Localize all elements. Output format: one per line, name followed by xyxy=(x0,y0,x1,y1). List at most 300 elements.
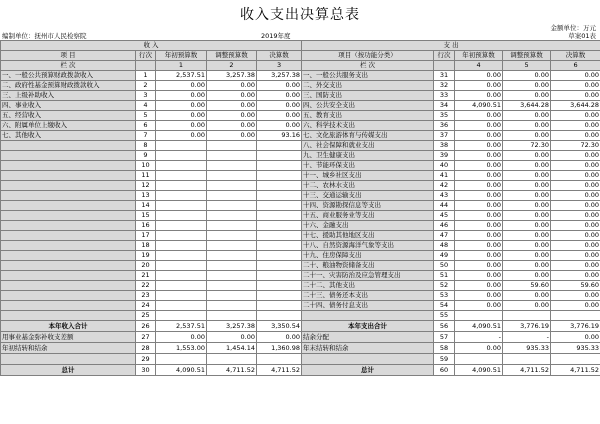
income-item-cell xyxy=(1,311,136,321)
expense-final-cell xyxy=(551,311,600,321)
income-item-cell xyxy=(1,171,136,181)
income-adjusted-cell xyxy=(207,141,257,151)
income-item-cell xyxy=(1,191,136,201)
income-final-cell xyxy=(257,231,302,241)
expense-adjusted-cell: 0.00 xyxy=(503,231,551,241)
expense-final-cell: 0.00 xyxy=(551,211,600,221)
income-adjusted-cell xyxy=(207,161,257,171)
fiscal-year: 2019年度 xyxy=(261,32,291,40)
income-adjusted-cell xyxy=(207,211,257,221)
expense-initial-cell: 0.00 xyxy=(455,211,503,221)
income-item-cell xyxy=(1,261,136,271)
income-adjusted-cell: 0.00 xyxy=(207,332,257,343)
income-adjusted-cell xyxy=(207,231,257,241)
expense-initial-cell: 0.00 xyxy=(455,91,503,101)
expense-item-cell: 十四、资源勘探信息等支出 xyxy=(302,201,434,211)
expense-initial-cell: 0.00 xyxy=(455,261,503,271)
expense-initial-cell: 0.00 xyxy=(455,81,503,91)
expense-adjusted-cell: 72.30 xyxy=(503,141,551,151)
income-adjusted-cell xyxy=(207,271,257,281)
income-initial-cell xyxy=(156,181,207,191)
income-final-header: 决算数 xyxy=(257,51,302,61)
total-row xyxy=(1,343,600,354)
expense-rownum-cell: 38 xyxy=(434,141,455,151)
expense-initial-cell xyxy=(455,311,503,321)
expense-rownum-cell: 57 xyxy=(434,332,455,343)
expense-rownum-cell: 43 xyxy=(434,191,455,201)
expense-initial-cell: 0.00 xyxy=(455,231,503,241)
income-rownum-cell: 22 xyxy=(136,281,156,291)
expense-final-cell: 0.00 xyxy=(551,81,600,91)
income-adjusted-cell xyxy=(207,291,257,301)
expense-rownum-cell: 33 xyxy=(434,91,455,101)
table-row xyxy=(1,71,600,81)
income-final-cell xyxy=(257,161,302,171)
income-item-cell xyxy=(1,251,136,261)
income-final-cell xyxy=(257,291,302,301)
income-final-cell xyxy=(257,311,302,321)
expense-adjusted-cell: 935.33 xyxy=(503,343,551,354)
expense-rownum-cell: 41 xyxy=(434,171,455,181)
income-final-cell: 0.00 xyxy=(257,111,302,121)
income-initial-cell xyxy=(156,201,207,211)
expense-initial-cell: 0.00 xyxy=(455,201,503,211)
expense-initial-cell: 0.00 xyxy=(455,141,503,151)
income-adjusted-cell xyxy=(207,221,257,231)
income-final-cell: 0.00 xyxy=(257,121,302,131)
income-rownum-cell: 12 xyxy=(136,181,156,191)
expense-initial-cell: 0.00 xyxy=(455,343,503,354)
expense-rownum-cell: 40 xyxy=(434,161,455,171)
expense-initial-cell: - xyxy=(455,332,503,343)
total-row xyxy=(1,321,600,332)
expense-rownum-cell: 37 xyxy=(434,131,455,141)
expense-initial-cell: 0.00 xyxy=(455,111,503,121)
income-final-cell xyxy=(257,191,302,201)
expense-item-cell: 年末结转和结余 xyxy=(302,343,434,354)
expense-initial-cell: 4,090.51 xyxy=(455,321,503,332)
expense-initial-cell: 0.00 xyxy=(455,301,503,311)
income-rownum-cell: 4 xyxy=(136,101,156,111)
expense-rownum-cell: 59 xyxy=(434,354,455,365)
expense-item-header: 项目（按功能分类） xyxy=(302,51,434,61)
income-adjusted-cell xyxy=(207,191,257,201)
table-row xyxy=(1,251,600,261)
income-adjusted-cell xyxy=(207,241,257,251)
expense-initial-cell: 0.00 xyxy=(455,241,503,251)
income-item-cell xyxy=(1,211,136,221)
expense-adjusted-cell: 0.00 xyxy=(503,291,551,301)
income-initial-cell: 0.00 xyxy=(156,121,207,131)
expense-final-header: 决算数 xyxy=(551,51,600,61)
expense-final-cell: 0.00 xyxy=(551,111,600,121)
table-row xyxy=(1,91,600,101)
income-initial-cell: 0.00 xyxy=(156,131,207,141)
income-item-cell xyxy=(1,141,136,151)
expense-final-cell: 0.00 xyxy=(551,71,600,81)
income-final-cell xyxy=(257,301,302,311)
expense-item-cell: 十六、金融支出 xyxy=(302,221,434,231)
income-expense-table xyxy=(0,40,600,376)
expense-item-cell xyxy=(302,354,434,365)
income-initial-cell: 0.00 xyxy=(156,91,207,101)
income-rownum-cell: 30 xyxy=(136,365,156,376)
income-item-cell: 二、政府性基金预算财政拨款收入 xyxy=(1,81,136,91)
table-row xyxy=(1,231,600,241)
income-rownum-cell: 3 xyxy=(136,91,156,101)
expense-item-cell: 二、外交支出 xyxy=(302,81,434,91)
expense-rownum-cell: 39 xyxy=(434,151,455,161)
header-row-columns xyxy=(1,51,600,61)
expense-item-cell: 结余分配 xyxy=(302,332,434,343)
col-number: 2 xyxy=(207,61,257,71)
income-item-cell xyxy=(1,301,136,311)
income-initial-cell: 0.00 xyxy=(156,101,207,111)
expense-adjusted-cell: - xyxy=(503,332,551,343)
expense-final-cell: 0.00 xyxy=(551,332,600,343)
income-final-cell: 0.00 xyxy=(257,332,302,343)
expense-rownum-header: 行次 xyxy=(434,51,455,61)
income-adjusted-cell xyxy=(207,301,257,311)
expense-final-cell: 0.00 xyxy=(551,231,600,241)
income-final-cell: 93.16 xyxy=(257,131,302,141)
income-rownum-cell: 21 xyxy=(136,271,156,281)
expense-lanci-empty xyxy=(434,61,455,71)
expense-final-cell: 0.00 xyxy=(551,121,600,131)
income-adjusted-cell xyxy=(207,354,257,365)
income-rownum-cell: 9 xyxy=(136,151,156,161)
expense-adjusted-cell: 4,711.52 xyxy=(503,365,551,376)
expense-rownum-cell: 55 xyxy=(434,311,455,321)
expense-adjusted-cell: 0.00 xyxy=(503,81,551,91)
expense-section-header: 支 出 xyxy=(302,41,600,51)
income-rownum-cell: 6 xyxy=(136,121,156,131)
income-final-cell xyxy=(257,241,302,251)
report-meta xyxy=(0,31,600,40)
expense-item-cell: 本年支出合计 xyxy=(302,321,434,332)
table-row xyxy=(1,101,600,111)
expense-rownum-cell: 54 xyxy=(434,301,455,311)
expense-item-cell: 二十一、灾害防治及应急管理支出 xyxy=(302,271,434,281)
expense-item-cell xyxy=(302,311,434,321)
col-number: 4 xyxy=(455,61,503,71)
expense-rownum-cell: 36 xyxy=(434,121,455,131)
expense-adjusted-cell: 0.00 xyxy=(503,271,551,281)
organization: 编制单位：抚州市人民检察院 xyxy=(2,32,87,40)
expense-rownum-cell: 60 xyxy=(434,365,455,376)
expense-item-cell: 十五、商业服务业等支出 xyxy=(302,211,434,221)
expense-adjusted-cell: 0.00 xyxy=(503,241,551,251)
income-adjusted-cell: 0.00 xyxy=(207,101,257,111)
income-rownum-cell: 23 xyxy=(136,291,156,301)
income-initial-cell xyxy=(156,171,207,181)
table-row xyxy=(1,291,600,301)
income-final-cell: 3,257.38 xyxy=(257,71,302,81)
total-row xyxy=(1,332,600,343)
income-final-cell xyxy=(257,211,302,221)
expense-rownum-cell: 51 xyxy=(434,271,455,281)
table-row xyxy=(1,141,600,151)
expense-final-cell: 0.00 xyxy=(551,261,600,271)
expense-rownum-cell: 58 xyxy=(434,343,455,354)
table-row xyxy=(1,81,600,91)
income-initial-cell: 0.00 xyxy=(156,111,207,121)
expense-rownum-cell: 45 xyxy=(434,211,455,221)
expense-rownum-cell: 52 xyxy=(434,281,455,291)
expense-item-cell: 六、科学技术支出 xyxy=(302,121,434,131)
income-rownum-cell: 24 xyxy=(136,301,156,311)
expense-item-cell: 九、卫生健康支出 xyxy=(302,151,434,161)
income-adjusted-cell xyxy=(207,201,257,211)
income-final-cell xyxy=(257,141,302,151)
income-rownum-cell: 7 xyxy=(136,131,156,141)
income-final-cell xyxy=(257,181,302,191)
income-rownum-cell: 28 xyxy=(136,343,156,354)
income-initial-cell xyxy=(156,291,207,301)
expense-rownum-cell: 46 xyxy=(434,221,455,231)
income-rownum-cell: 14 xyxy=(136,201,156,211)
income-item-cell: 六、附属单位上缴收入 xyxy=(1,121,136,131)
expense-adjusted-cell: 0.00 xyxy=(503,161,551,171)
col-number: 3 xyxy=(257,61,302,71)
expense-final-cell: 0.00 xyxy=(551,171,600,181)
expense-initial-cell xyxy=(455,354,503,365)
income-final-cell: 1,360.98 xyxy=(257,343,302,354)
expense-adjusted-cell: 0.00 xyxy=(503,191,551,201)
expense-final-cell: 0.00 xyxy=(551,91,600,101)
income-adjusted-cell xyxy=(207,311,257,321)
expense-rownum-cell: 42 xyxy=(434,181,455,191)
income-final-cell: 3,350.54 xyxy=(257,321,302,332)
income-item-cell: 七、其他收入 xyxy=(1,131,136,141)
income-rownum-cell: 8 xyxy=(136,141,156,151)
col-number: 1 xyxy=(156,61,207,71)
income-final-cell: 0.00 xyxy=(257,81,302,91)
income-item-cell: 用事业基金弥补收支差额 xyxy=(1,332,136,343)
table-row xyxy=(1,221,600,231)
expense-rownum-cell: 48 xyxy=(434,241,455,251)
form-number: 草案01表 xyxy=(568,32,596,40)
income-item-cell xyxy=(1,161,136,171)
expense-initial-cell: 0.00 xyxy=(455,171,503,181)
table-row xyxy=(1,111,600,121)
expense-initial-cell: 0.00 xyxy=(455,291,503,301)
income-adjusted-cell: 1,454.14 xyxy=(207,343,257,354)
income-initial-header: 年初预算数 xyxy=(156,51,207,61)
expense-item-cell: 二十四、债务付息支出 xyxy=(302,301,434,311)
income-rownum-cell: 27 xyxy=(136,332,156,343)
expense-final-cell: 0.00 xyxy=(551,181,600,191)
income-final-cell xyxy=(257,251,302,261)
expense-rownum-cell: 32 xyxy=(434,81,455,91)
expense-adjusted-cell xyxy=(503,311,551,321)
expense-item-cell: 十二、农林水支出 xyxy=(302,181,434,191)
expense-item-cell: 十九、住房保障支出 xyxy=(302,251,434,261)
income-rownum-cell: 11 xyxy=(136,171,156,181)
income-adjusted-cell xyxy=(207,261,257,271)
income-rownum-cell: 13 xyxy=(136,191,156,201)
table-row xyxy=(1,171,600,181)
income-rownum-cell: 1 xyxy=(136,71,156,81)
expense-initial-cell: 0.00 xyxy=(455,121,503,131)
expense-rownum-cell: 44 xyxy=(434,201,455,211)
expense-initial-cell: 0.00 xyxy=(455,271,503,281)
expense-item-cell: 八、社会保障和就业支出 xyxy=(302,141,434,151)
currency-unit: 金额单位：万元 xyxy=(550,24,596,32)
expense-item-cell: 十、节能环保支出 xyxy=(302,161,434,171)
income-item-cell xyxy=(1,221,136,231)
income-final-cell: 0.00 xyxy=(257,91,302,101)
income-item-cell xyxy=(1,354,136,365)
table-row xyxy=(1,201,600,211)
expense-adjusted-cell: 0.00 xyxy=(503,201,551,211)
income-rownum-cell: 19 xyxy=(136,251,156,261)
income-rownum-cell: 2 xyxy=(136,81,156,91)
expense-rownum-cell: 47 xyxy=(434,231,455,241)
col-number: 6 xyxy=(551,61,600,71)
header-row-section xyxy=(1,41,600,51)
expense-final-cell: 0.00 xyxy=(551,201,600,211)
expense-item-cell: 二十二、其他支出 xyxy=(302,281,434,291)
expense-final-cell: 0.00 xyxy=(551,151,600,161)
income-rownum-cell: 16 xyxy=(136,221,156,231)
expense-final-cell: 0.00 xyxy=(551,161,600,171)
col-number: 5 xyxy=(503,61,551,71)
income-initial-cell xyxy=(156,141,207,151)
income-initial-cell: 0.00 xyxy=(156,81,207,91)
expense-final-cell: 4,711.52 xyxy=(551,365,600,376)
expense-rownum-cell: 56 xyxy=(434,321,455,332)
expense-initial-cell: 0.00 xyxy=(455,131,503,141)
income-adjusted-cell: 3,257.38 xyxy=(207,71,257,81)
income-rownum-cell: 10 xyxy=(136,161,156,171)
expense-initial-cell: 0.00 xyxy=(455,251,503,261)
income-final-cell: 0.00 xyxy=(257,101,302,111)
expense-adjusted-cell: 0.00 xyxy=(503,131,551,141)
income-initial-cell xyxy=(156,311,207,321)
expense-initial-cell: 0.00 xyxy=(455,191,503,201)
expense-adjusted-cell: 0.00 xyxy=(503,151,551,161)
income-item-cell: 三、上级补助收入 xyxy=(1,91,136,101)
income-final-cell xyxy=(257,221,302,231)
income-adjusted-header: 调整预算数 xyxy=(207,51,257,61)
expense-adjusted-cell: 0.00 xyxy=(503,91,551,101)
expense-item-cell: 三、国防支出 xyxy=(302,91,434,101)
expense-rownum-cell: 53 xyxy=(434,291,455,301)
income-adjusted-cell: 0.00 xyxy=(207,81,257,91)
income-item-cell: 本年收入合计 xyxy=(1,321,136,332)
expense-rownum-cell: 49 xyxy=(434,251,455,261)
expense-final-cell: 0.00 xyxy=(551,271,600,281)
table-row xyxy=(1,121,600,131)
table-row xyxy=(1,271,600,281)
income-adjusted-cell: 0.00 xyxy=(207,121,257,131)
income-initial-cell: 2,537.51 xyxy=(156,71,207,81)
expense-initial-header: 年初预算数 xyxy=(455,51,503,61)
expense-final-cell: 0.00 xyxy=(551,241,600,251)
income-adjusted-cell xyxy=(207,281,257,291)
income-item-cell xyxy=(1,231,136,241)
expense-final-cell: 72.30 xyxy=(551,141,600,151)
income-initial-cell: 1,553.00 xyxy=(156,343,207,354)
income-final-cell xyxy=(257,151,302,161)
income-adjusted-cell xyxy=(207,181,257,191)
income-initial-cell xyxy=(156,211,207,221)
expense-final-cell: 0.00 xyxy=(551,131,600,141)
income-rownum-cell: 26 xyxy=(136,321,156,332)
income-initial-cell xyxy=(156,221,207,231)
expense-adjusted-cell: 59.60 xyxy=(503,281,551,291)
income-item-cell: 一、一般公共预算财政拨款收入 xyxy=(1,71,136,81)
income-initial-cell: 2,537.51 xyxy=(156,321,207,332)
income-final-cell xyxy=(257,354,302,365)
total-row xyxy=(1,365,600,376)
report-title: 收入支出决算总表 xyxy=(240,7,360,23)
table-row xyxy=(1,131,600,141)
income-final-cell xyxy=(257,201,302,211)
income-rownum-cell: 18 xyxy=(136,241,156,251)
income-rownum-cell: 15 xyxy=(136,211,156,221)
income-lanci-empty xyxy=(136,61,156,71)
income-section-header: 收 入 xyxy=(1,41,302,51)
income-adjusted-cell: 3,257.38 xyxy=(207,321,257,332)
income-rownum-header: 行次 xyxy=(136,51,156,61)
income-rownum-cell: 20 xyxy=(136,261,156,271)
income-final-cell xyxy=(257,281,302,291)
expense-adjusted-cell: 0.00 xyxy=(503,211,551,221)
income-initial-cell xyxy=(156,161,207,171)
expense-final-cell: 3,776.19 xyxy=(551,321,600,332)
expense-rownum-cell: 31 xyxy=(434,71,455,81)
expense-adjusted-cell: 0.00 xyxy=(503,261,551,271)
income-rownum-cell: 25 xyxy=(136,311,156,321)
income-item-cell: 四、事业收入 xyxy=(1,101,136,111)
income-rownum-cell: 17 xyxy=(136,231,156,241)
income-initial-cell xyxy=(156,261,207,271)
table-row xyxy=(1,261,600,271)
income-initial-cell xyxy=(156,151,207,161)
expense-adjusted-cell: 3,644.28 xyxy=(503,101,551,111)
expense-initial-cell: 4,090.51 xyxy=(455,101,503,111)
table-row xyxy=(1,281,600,291)
income-initial-cell xyxy=(156,301,207,311)
expense-adjusted-cell: 0.00 xyxy=(503,181,551,191)
table-row xyxy=(1,241,600,251)
expense-adjusted-cell: 0.00 xyxy=(503,71,551,81)
expense-final-cell: 0.00 xyxy=(551,251,600,261)
expense-rownum-cell: 35 xyxy=(434,111,455,121)
expense-initial-cell: 0.00 xyxy=(455,281,503,291)
income-final-cell xyxy=(257,171,302,181)
expense-initial-cell: 0.00 xyxy=(455,71,503,81)
table-row xyxy=(1,311,600,321)
income-item-cell xyxy=(1,291,136,301)
income-final-cell: 4,711.52 xyxy=(257,365,302,376)
income-adjusted-cell xyxy=(207,171,257,181)
expense-item-cell: 十三、交通运输支出 xyxy=(302,191,434,201)
expense-initial-cell: 0.00 xyxy=(455,151,503,161)
table-row xyxy=(1,191,600,201)
expense-adjusted-cell: 0.00 xyxy=(503,111,551,121)
expense-final-cell: 59.60 xyxy=(551,281,600,291)
table-row xyxy=(1,151,600,161)
income-initial-cell xyxy=(156,251,207,261)
table-row xyxy=(1,211,600,221)
income-adjusted-cell: 4,711.52 xyxy=(207,365,257,376)
expense-item-cell: 十七、援助其他地区支出 xyxy=(302,231,434,241)
income-item-cell xyxy=(1,151,136,161)
income-item-cell xyxy=(1,241,136,251)
